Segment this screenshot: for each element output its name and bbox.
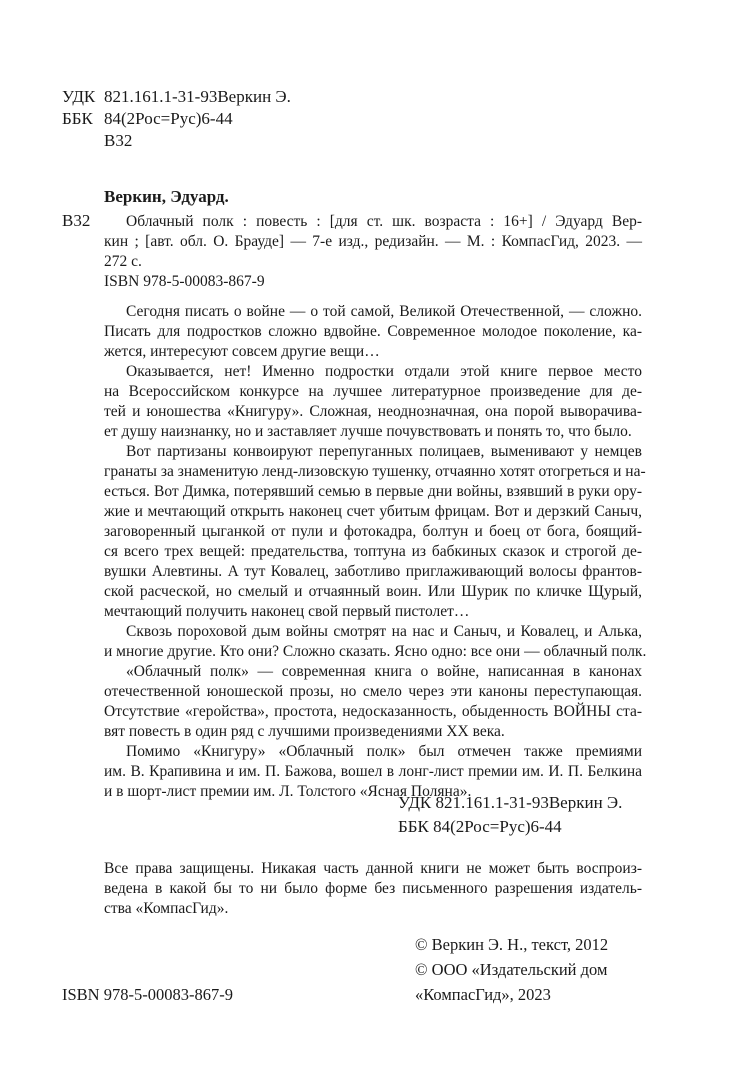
text-line: «Облачный полк» — современная книга о войне, написанная в канонах [126,663,642,680]
bbk-code: ББК [62,109,93,128]
footer-bbk: ББК 84(2Рос=Рус)6-44 [398,817,562,836]
text-line: жется, интересуют совсем другие вещи… [104,343,380,360]
text-line: мечтающий получить наконец свой первый пистолет… [104,603,470,620]
text-line: отечественной юношеской прозы, но смело через эти каноны переступающая. [104,683,642,700]
text-line: Вот партизаны конвоируют перепуганных полицаев, выменивают у немцев [126,443,642,460]
text-line: ской расческой, но смелый и отчаянный воин. Или Шурик по кличке Щурый, [104,583,642,600]
text-line: ся всего трех вещей: предательства, топтуна из бабкиных сказок и строгой де- [104,543,642,560]
text-line: Помимо «Книгуру» «Облачный полк» был отмечен также премиями [126,743,642,760]
annotation [104,302,647,802]
author-heading: Веркин, Эдуард. [104,187,229,206]
text-line: тей и юношества «Книгуру». Сложная, неоднозначная, она порой выворачива- [104,403,642,420]
rights-notice [104,859,642,919]
text-line: ет душу наизнанку, но и заставляет лучше почувствовать и понять то, что было. [104,423,632,440]
text-line: на Всероссийском конкурсе на лучшее литературное произведение для де- [104,383,642,400]
bibliographic-description [104,212,642,292]
bib-line: Облачный полк : повесть : [для ст. шк. возраста : 16+] / Эдуард Вер- [126,213,642,230]
text-line: им. В. Крапивина и им. П. Бажова, вошел в лонг-лист премии им. И. П. Белкина [104,763,642,780]
annotation-paragraph [104,622,647,662]
annotation-paragraph [104,442,646,622]
annotation-paragraph [104,302,642,362]
footer-classification [398,791,698,839]
text-line: есться. Вот Димка, потерявший семью в первые дни войны, взявший в руки ору- [104,483,642,500]
text-line: и многие другие. Кто они? Сложно сказать. Ясно одно: все они — облачный полк. [104,643,647,660]
side-author-mark: В32 [62,211,91,230]
text-line: Все права защищены. Никакая часть данной книги не может быть воспроиз- [104,860,642,877]
footer-udk: УДК 821.161.1-31-93Веркин Э. [398,793,623,812]
bottom-isbn: ISBN 978-5-00083-867-9 [62,985,233,1004]
text-line: вят повесть в один ряд с лучшими произведениями XX века. [104,723,505,740]
bib-line: кин ; [авт. обл. О. Брауде] — 7-е изд., редизайн. — М. : КомпасГид, 2023. — [104,233,642,250]
text-line: вушки Алевтины. А тут Ковалец, заботливо приглаживающий волосы франтов- [104,563,642,580]
text-line: ства «КомпасГид». [104,900,229,917]
text-line: Писать для подростков сложно вдвойне. Современное молодое поколение, ка- [104,323,642,340]
isbn-line: ISBN 978-5-00083-867-9 [104,273,265,290]
text-line: жие и мечтающий открыть наконец счет убитым фрицам. Вот и дерзкий Саныч, [104,503,642,520]
text-line: и в шорт-лист премии им. Л. Толстого «Ясная Поляна». [104,783,472,800]
text-line: Оказывается, нет! Именно подростки отдали этой книге первое место [126,363,642,380]
text-line: гранаты за знаменитую ленд-лизовскую тушенку, отчаянно хотят отогреться и на- [104,463,646,480]
bbk-value: 84(2Рос=Рус)6-44 [104,109,233,128]
classification-header [62,86,362,156]
bib-line: 272 с. [104,253,142,270]
annotation-paragraph [104,362,642,442]
udk-code: УДК [62,87,96,106]
annotation-paragraph [104,662,642,742]
udk-value: 821.161.1-31-93Веркин Э. [104,87,291,106]
copyright-publisher: © ООО «Издательский дом [415,960,608,979]
author-mark: В32 [104,131,133,150]
text-line: Отсутствие «геройства», простота, недосказанность, обыденность ВОЙНЫ ста- [104,703,642,720]
text-line: заговоренный цыганкой от пули и фотокадра, болтун и боец от бога, боящий- [104,523,642,540]
copyright-publisher-cont: «КомпасГид», 2023 [415,985,551,1004]
text-line: ведена в какой бы то ни было форме без письменного разрешения издатель- [104,880,642,897]
copyright-author: © Веркин Э. Н., текст, 2012 [415,935,609,954]
text-line: Сегодня писать о войне — о той самой, Великой Отечественной, — сложно. [126,303,642,320]
text-line: Сквозь пороховой дым войны смотрят на нас и Саныч, и Ковалец, и Алька, [126,623,642,640]
